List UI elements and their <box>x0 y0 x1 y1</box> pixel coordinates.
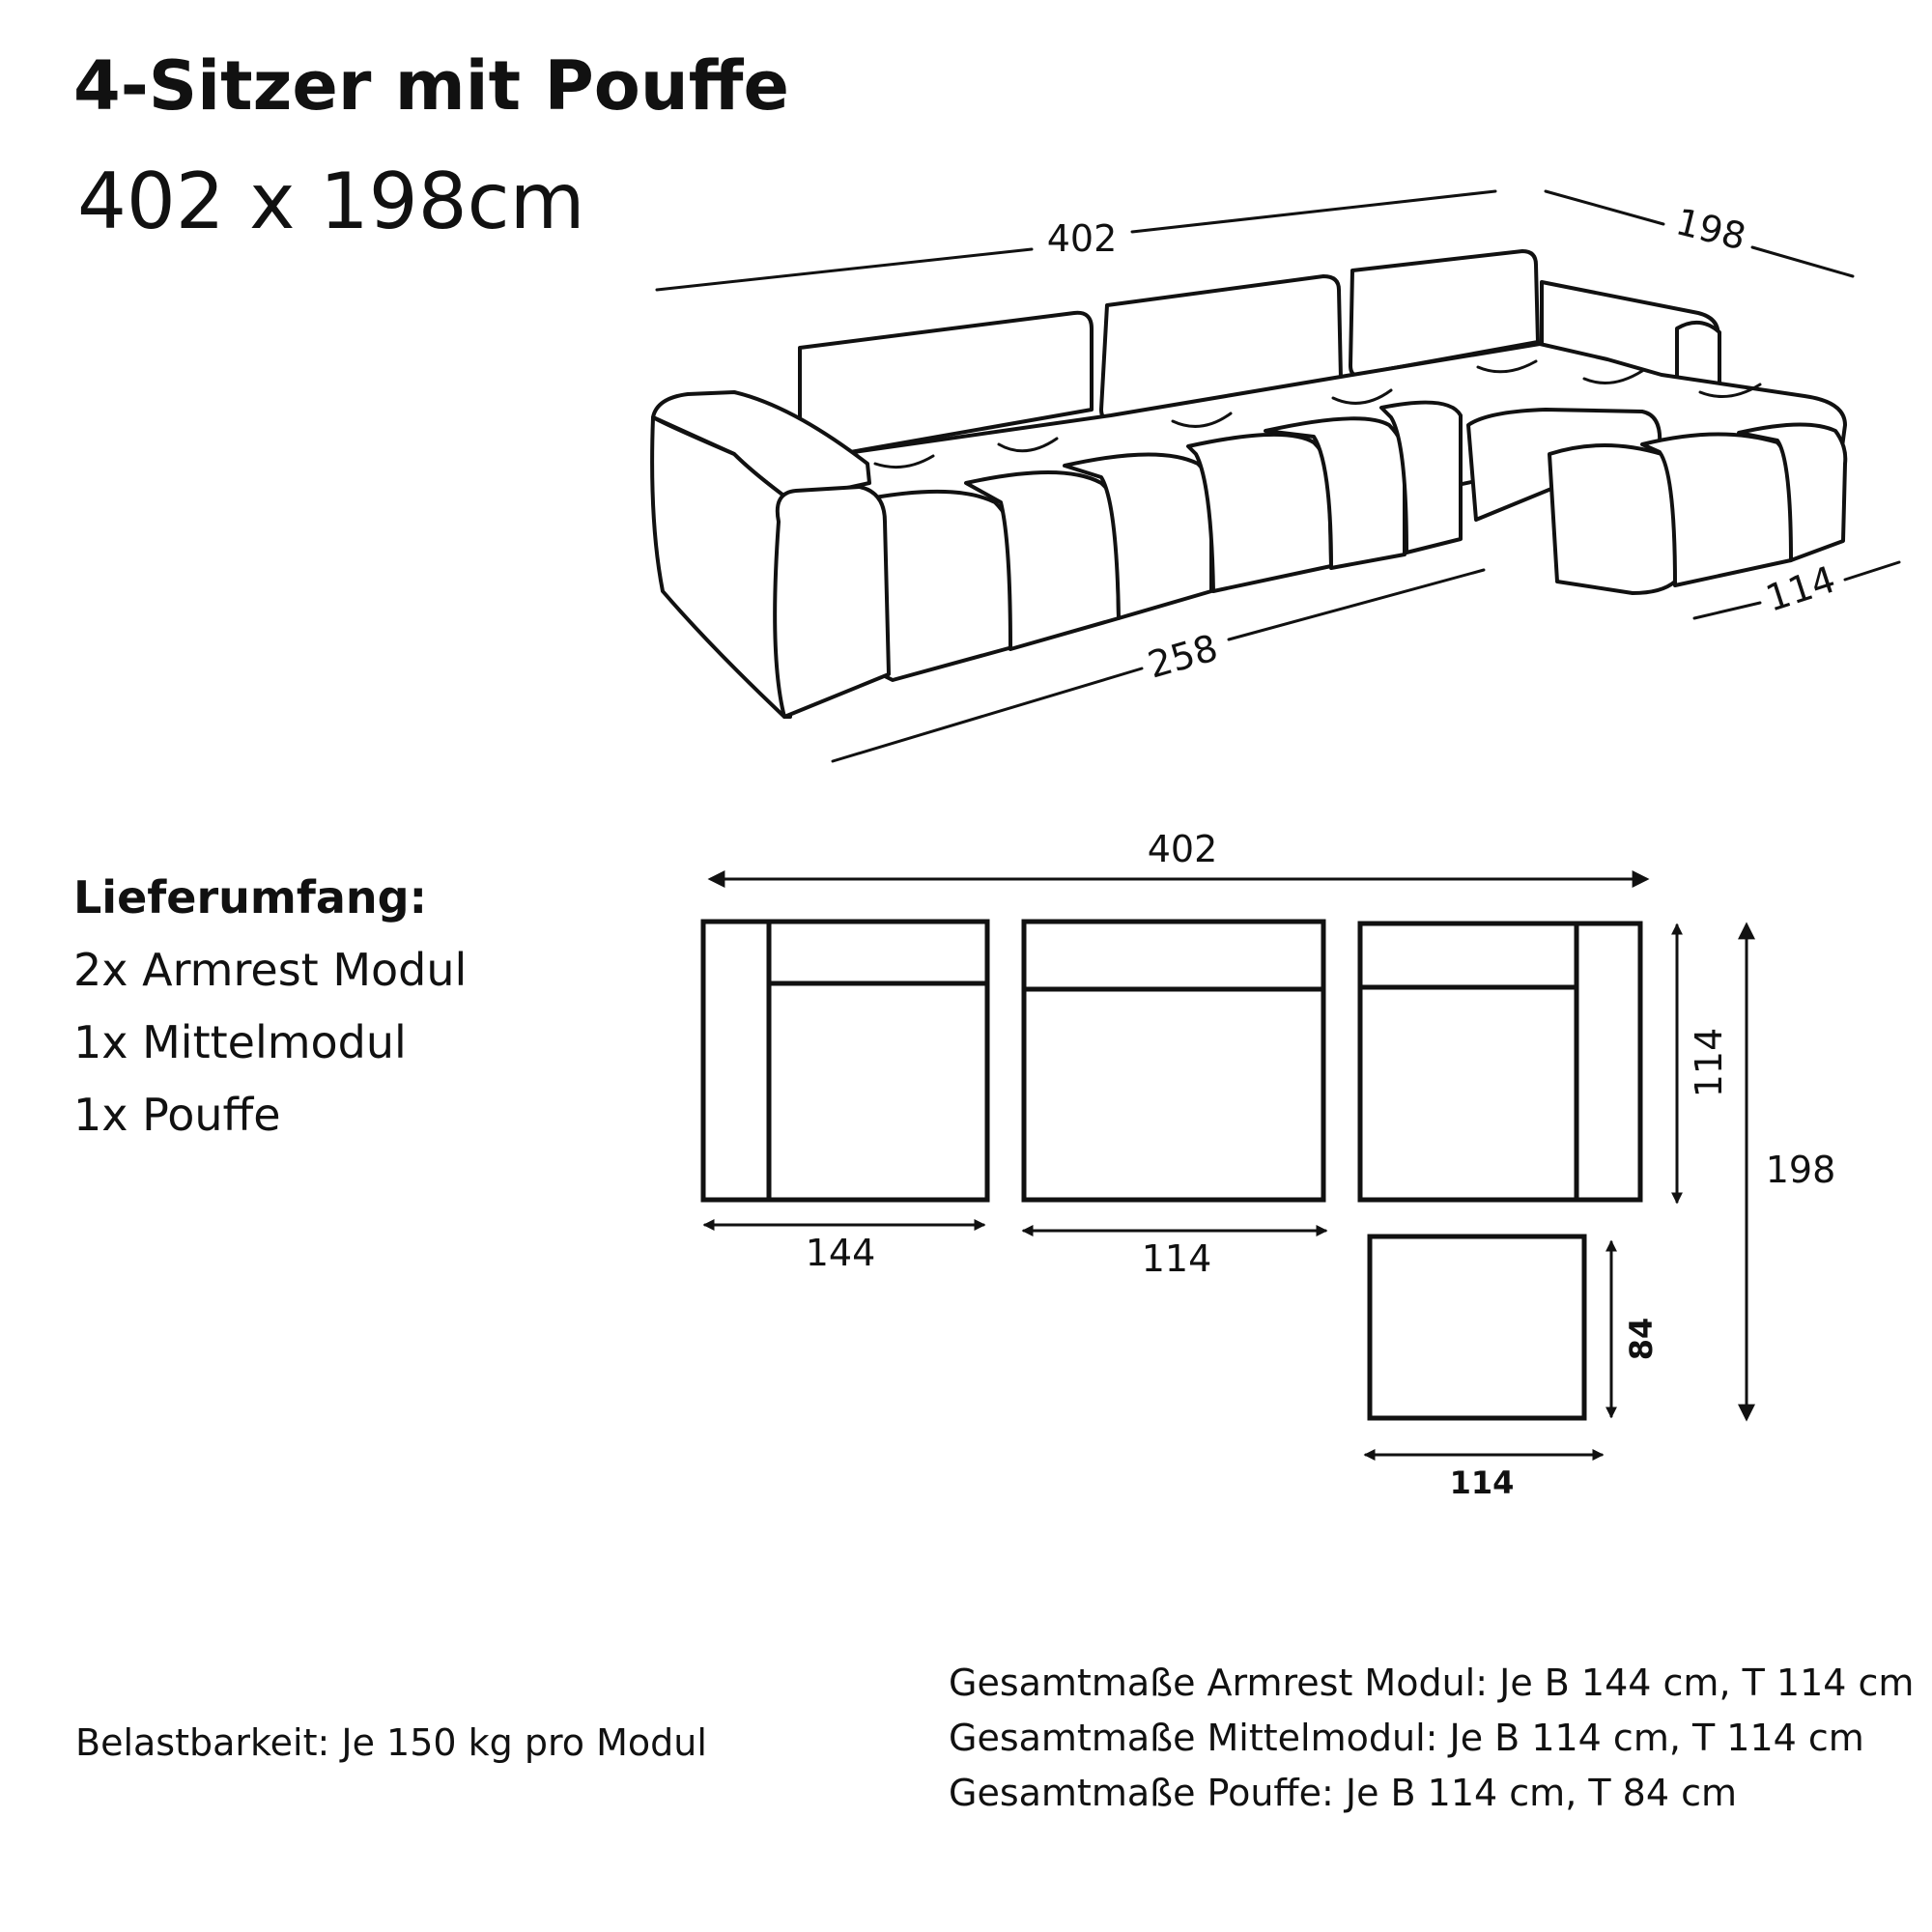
page-title: 4-Sitzer mit Pouffe <box>73 46 789 126</box>
dim-line-pouffe-right <box>1845 562 1899 580</box>
total-dimensions-line: Gesamtmaße Pouffe: Je B 114 cm, T 84 cm <box>949 1772 1737 1814</box>
dim-label-pouffe: 114 <box>1760 557 1841 620</box>
dim-label-middle-width: 114 <box>1141 1237 1212 1280</box>
scope-item: 1x Pouffe <box>73 1089 281 1141</box>
dim-label-width: 402 <box>1046 217 1118 260</box>
scope-of-delivery <box>73 862 467 1151</box>
dim-line-depth-left <box>1546 191 1663 224</box>
load-capacity: Belastbarkeit: Je 150 kg pro Modul <box>75 1721 707 1764</box>
plan-middle-module <box>1024 922 1323 1200</box>
sofa-perspective-sketch <box>652 191 1899 761</box>
scope-item: 2x Armrest Modul <box>73 944 468 996</box>
dim-line-depth-right <box>1752 247 1853 276</box>
dim-line-width-left <box>657 249 1032 290</box>
dim-label-pouffe-depth: 84 <box>1623 1317 1660 1361</box>
pouffe-block-1 <box>1549 445 1675 593</box>
total-dimensions <box>949 1656 1914 1821</box>
dim-label-depth: 198 <box>1671 200 1750 259</box>
scope-heading: Lieferumfang: <box>73 871 427 923</box>
dim-label-pouffe-width: 114 <box>1449 1464 1515 1501</box>
dim-line-width-right <box>1132 191 1495 232</box>
total-dimensions-line: Gesamtmaße Mittelmodul: Je B 114 cm, T 114 cm <box>949 1717 1864 1759</box>
plan-armrest-module-left <box>703 922 987 1200</box>
dim-line-seat-left <box>833 668 1142 761</box>
plan-armrest-module-right <box>1360 923 1640 1200</box>
sofa-plan-view <box>703 828 1835 1501</box>
dim-label-total-depth: 198 <box>1765 1149 1836 1191</box>
plan-pouffe <box>1370 1236 1584 1418</box>
dim-label-total-width: 402 <box>1147 828 1218 870</box>
page-subtitle: 402 x 198cm <box>77 156 585 246</box>
dim-line-pouffe-left <box>1694 603 1760 618</box>
dim-label-module-depth: 114 <box>1688 1027 1730 1098</box>
total-dimensions-line: Gesamtmaße Armrest Modul: Je B 144 cm, T 114 cm <box>949 1662 1915 1704</box>
sofa-left-armrest-front <box>775 487 889 717</box>
front-block-1 <box>869 492 1012 680</box>
dim-label-armrest-width: 144 <box>805 1232 876 1274</box>
dim-label-seat: 258 <box>1143 626 1223 687</box>
scope-item: 1x Mittelmodul <box>73 1016 407 1068</box>
